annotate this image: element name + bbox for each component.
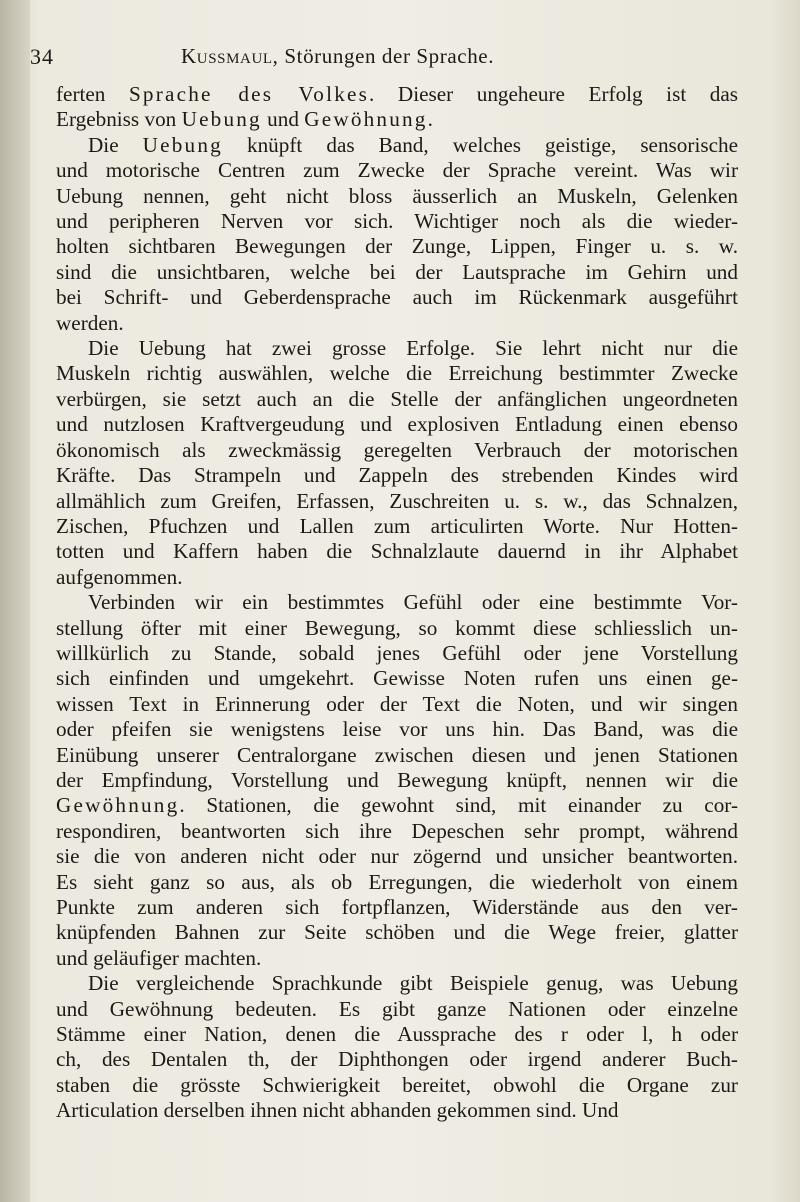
text-line [56,234,738,259]
text-line [56,692,738,717]
text-run: totten und Kaffern haben die Schnalzlaute dauernd in ihr Alphabet [56,539,738,564]
text-run: und [261,107,305,132]
text-run: Es sieht ganz so aus, als ob Erregungen, die wiederholt von einem [56,869,738,894]
text-line [56,1022,738,1047]
text-run: Muskeln richtig auswählen, welche die Erreichung bestimmter Zwecke [56,361,738,386]
text-line [56,819,738,844]
text-run: Sprache des Volkes [128,82,370,106]
text-run: Die Uebung hat zwei grosse Erfolge. Sie lehrt nicht nur die [88,336,738,361]
text-run: allmählich zum Greifen, Erfassen, Zuschreiten u. s. w., das Schnalzen, [56,488,738,513]
running-title [181,44,494,69]
text-run: ferten [56,82,129,106]
text-run: und nutzlosen Kraftvergeudung und explosiven Entladung einen ebenso [56,412,738,437]
page-number: 34 [30,44,54,69]
text-line [56,107,738,132]
text-line [56,895,738,920]
text-line [56,133,738,158]
text-line [56,590,738,615]
text-line [56,489,738,514]
text-line [56,82,738,107]
text-run: oder pfeifen sie wenigstens leise vor uns hin. Das Band, was die [56,717,738,742]
text-run: bei Schrift- und Geberdensprache auch im Rückenmark ausgeführt [56,285,738,310]
text-run: Verbinden wir ein bestimmtes Gefühl oder eine bestimmte Vor- [88,590,738,615]
text-line [56,616,738,641]
running-title-author: Kussmaul [181,44,273,68]
text-line [56,768,738,793]
text-line [56,438,738,463]
text-run: Punkte zum anderen sich fortpflanzen, Widerstände aus den ver- [56,895,738,919]
text-line [56,336,738,361]
text-line [56,184,738,209]
page-gutter [0,0,30,1202]
text-run: Uebung [142,132,223,157]
text-run: stellung öfter mit einer Bewegung, so kommt diese schliesslich un- [56,615,738,640]
text-run: sich einfinden und umgekehrt. Gewisse Noten rufen uns einen ge- [56,666,738,691]
text-line [56,514,738,539]
text-line [56,971,738,996]
text-line [56,870,738,895]
text-run: und motorische Centren zum Zwecke der Sprache vereint. Was wir [56,158,738,183]
text-line [56,463,738,488]
text-line [56,387,738,412]
text-run: sind die unsichtbaren, welche bei der Lautsprache im Gehirn und [56,259,738,284]
text-run: Die vergleichende Sprachkunde gibt Beispiele genug, was Uebung [88,971,738,996]
running-title-rest: , Störungen der Sprache. [272,44,495,68]
text-run: . Stationen, die gewohnt sind, mit einander zu cor- [179,793,738,818]
text-run: Kräfte. Das Strampeln und Zappeln des strebenden Kindes wird [56,463,738,488]
text-line [56,361,738,386]
text-run: aufgenommen. [56,564,183,589]
text-run: werden. [56,310,124,335]
text-line [56,1098,738,1123]
text-line [56,641,738,666]
text-run: sie die von anderen nicht oder nur zögernd und unsicher beantworten. [56,844,738,869]
text-line [56,717,738,742]
text-line [56,1047,738,1072]
text-line [56,209,738,234]
text-run: Gewöhnung [304,107,428,132]
body-text [56,82,738,1124]
text-run: ch, des Dentalen th, der Diphthongen oder irgend anderer Buch- [56,1047,738,1072]
text-run: Uebung nennen, geht nicht bloss äusserlich an Muskeln, Gelenken [56,183,738,208]
text-run: holten sichtbaren Bewegungen der Zunge, Lippen, Finger u. s. w. [56,234,738,259]
text-run: wissen Text in Erinnerung oder der Text die Noten, und wir singen [56,691,738,716]
text-line [56,565,738,590]
text-line [56,743,738,768]
text-line [56,997,738,1022]
text-line [56,285,738,310]
text-line [56,946,738,971]
text-run: verbürgen, sie setzt auch an die Stelle der anfänglichen ungeordneten [56,386,738,411]
text-run: Einübung unserer Centralorgane zwischen diesen und jenen Stationen [56,742,738,767]
text-line [56,920,738,945]
text-run: Stämme einer Nation, denen die Aussprache des r oder l, h oder [56,1022,738,1047]
text-line [56,1073,738,1098]
text-run: Uebung [181,107,262,132]
text-line [56,412,738,437]
text-run: knüpfenden Bahnen zur Seite schöben und die Wege freier, glatter [56,920,738,945]
text-run: willkürlich zu Stande, sobald jenes Gefühl oder jene Vorstellung [56,640,738,665]
text-run: und Gewöhnung bedeuten. Es gibt ganze Nationen oder einzelne [56,996,738,1021]
text-run: Articulation derselben ihnen nicht abhanden gekommen sind. Und [56,1098,619,1123]
text-run: Zischen, Pfuchzen und Lallen zum articulirten Worte. Nur Hotten- [56,513,738,538]
text-run: knüpft das Band, welches geistige, sensorische [222,132,738,157]
text-run: staben die grösste Schwierigkeit bereitet, obwohl die Organe zur [56,1072,738,1097]
text-run: der Empfindung, Vorstellung und Bewegung knüpft, nennen wir die [56,767,738,792]
text-run: Die [88,132,143,157]
text-line [56,539,738,564]
text-run: ökonomisch als zweckmässig geregelten Verbrauch der motorischen [56,437,738,462]
page-header [0,44,800,74]
text-run: . Dieser ungeheure Erfolg ist das [369,82,738,106]
text-run: und geläufiger machten. [56,945,262,970]
text-line [56,844,738,869]
text-run: und peripheren Nerven vor sich. Wichtiger noch als die wieder- [56,209,738,234]
text-line [56,666,738,691]
text-line [56,158,738,183]
text-run: respondiren, beantworten sich ihre Depeschen sehr prompt, während [56,818,738,843]
text-run: . [427,107,433,132]
text-run: Gewöhnung [56,793,180,818]
text-run: Ergebniss von [56,107,182,132]
text-line [56,311,738,336]
text-line [56,260,738,285]
text-line [56,793,738,818]
